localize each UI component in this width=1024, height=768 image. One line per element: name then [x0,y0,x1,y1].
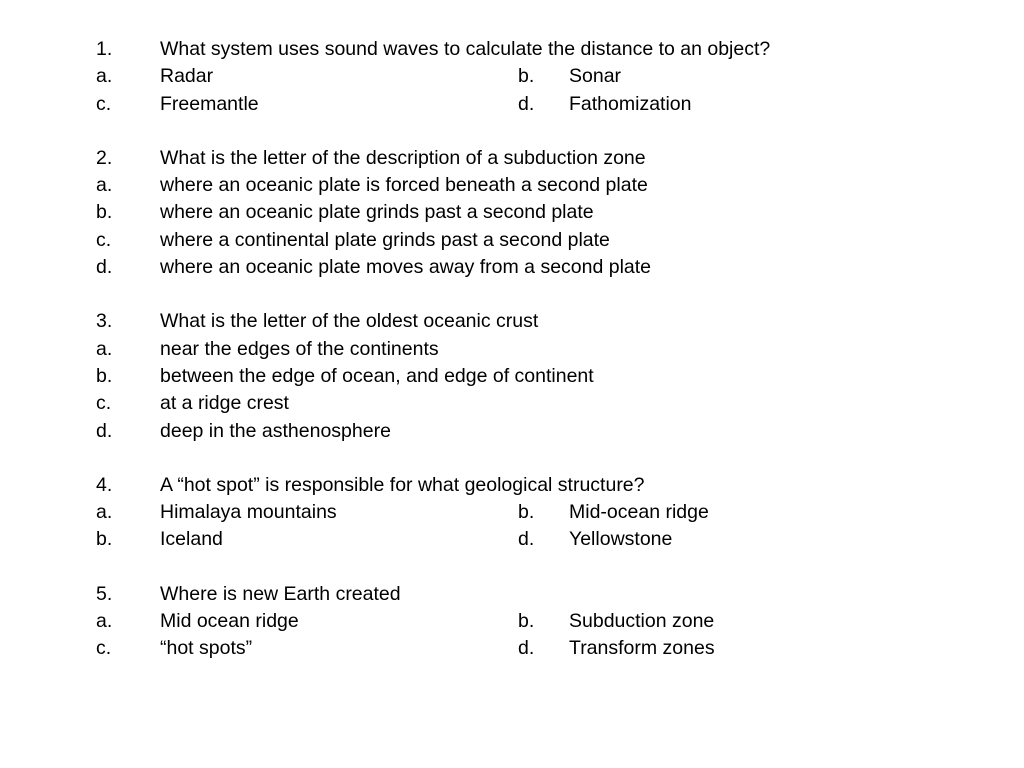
option-text: Mid ocean ridge [160,610,299,633]
option-letter: d. [96,256,113,279]
option-text: deep in the asthenosphere [160,419,391,442]
option-text: near the edges of the continents [160,337,439,360]
question-block [0,472,1024,554]
option-letter: a. [96,610,113,633]
answer-row [0,254,1024,281]
option-text: Iceland [160,528,223,551]
option-letter: d. [96,419,113,442]
question-text: What system uses sound waves to calculate the distance to an object? [160,38,771,60]
option-text: Transform zones [569,637,715,660]
question-block [0,581,1024,663]
question-line [0,145,1024,172]
question-text: A “hot spot” is responsible for what geological structure? [160,473,645,496]
option-text: at a ridge crest [160,392,289,415]
answer-row [0,199,1024,226]
option-text: Fathomization [569,92,692,115]
option-letter: d. [518,528,535,551]
option-letter: b. [96,528,113,551]
option-text: Himalaya mountains [160,501,337,524]
answer-row [0,526,1024,553]
option-letter: b. [518,65,535,88]
option-letter: c. [96,228,112,251]
question-block [0,36,1024,118]
question-block [0,308,1024,444]
question-line [0,308,1024,335]
answer-row [0,227,1024,254]
option-letter: b. [96,364,113,387]
option-letter: a. [96,337,113,360]
question-line [0,581,1024,608]
question-block [0,145,1024,281]
option-text: Yellowstone [569,528,673,551]
option-letter: b. [518,501,535,524]
quiz-document [0,36,1024,690]
option-letter: d. [518,92,535,115]
question-number: 4. [96,473,113,496]
option-letter: a. [96,174,113,197]
question-line [0,472,1024,499]
question-text: Where is new Earth created [160,582,401,605]
option-text: between the edge of ocean, and edge of continent [160,364,594,387]
option-letter: c. [96,637,112,660]
option-text: where an oceanic plate is forced beneath a second plate [160,174,648,197]
option-text: Subduction zone [569,610,715,633]
option-letter: c. [96,392,112,415]
option-letter: a. [96,65,113,88]
answer-row [0,499,1024,526]
question-line [0,36,1024,63]
question-number: 2. [96,146,113,169]
answer-row [0,635,1024,662]
option-text: where an oceanic plate grinds past a second plate [160,201,594,224]
question-text: What is the letter of the description of a subduction zone [160,146,646,169]
question-number: 3. [96,310,113,333]
option-text: Freemantle [160,92,259,115]
option-letter: b. [518,610,535,633]
question-text: What is the letter of the oldest oceanic crust [160,310,539,333]
answer-row [0,608,1024,635]
option-letter: a. [96,501,113,524]
question-number: 5. [96,582,113,605]
option-letter: c. [96,92,112,115]
answer-row [0,418,1024,445]
option-text: Mid-ocean ridge [569,501,709,524]
option-text: “hot spots” [160,637,253,660]
option-letter: d. [518,637,535,660]
answer-row [0,363,1024,390]
answer-row [0,336,1024,363]
option-text: where an oceanic plate moves away from a second plate [160,256,652,279]
option-text: Radar [160,65,214,88]
option-text: where a continental plate grinds past a second plate [160,228,610,251]
option-text: Sonar [569,65,622,88]
option-letter: b. [96,201,113,224]
answer-row [0,63,1024,90]
answer-row [0,172,1024,199]
answer-row [0,390,1024,417]
answer-row [0,91,1024,118]
question-number: 1. [96,38,113,60]
